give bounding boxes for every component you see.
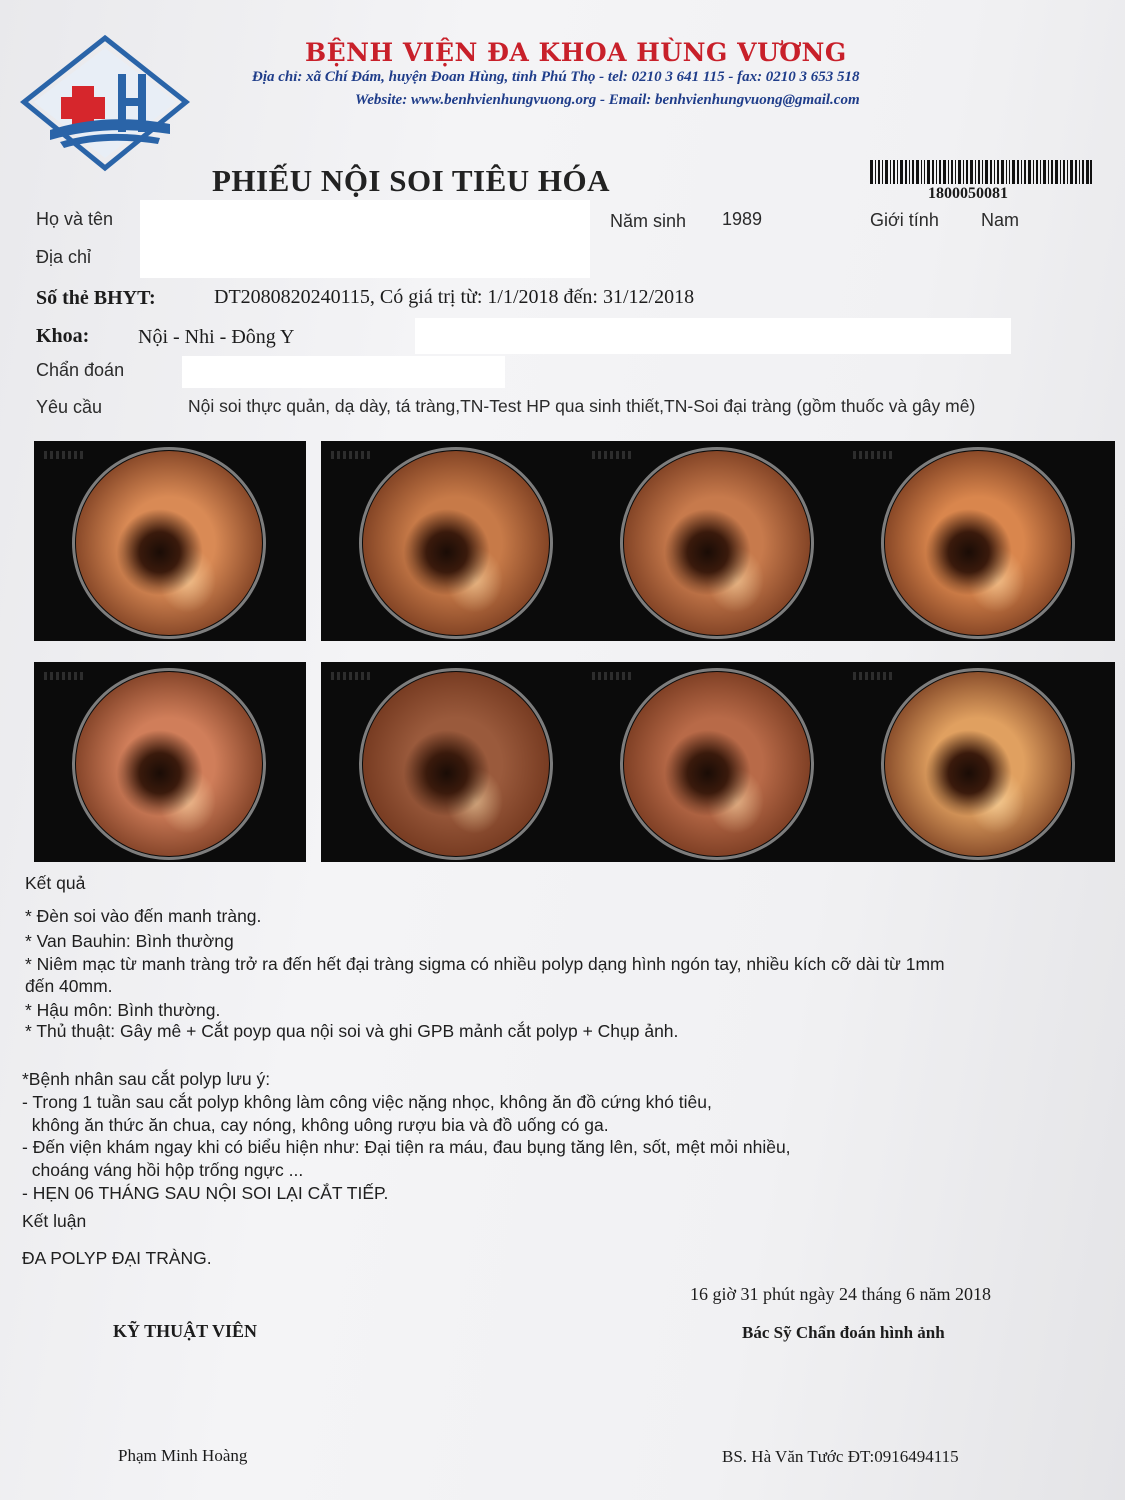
endoscopy-image-8: [843, 662, 1115, 862]
result-line: * Van Bauhin: Bình thường: [25, 931, 234, 951]
name-label: Họ và tên: [36, 209, 114, 229]
doctor-title: Bác Sỹ Chẩn đoán hình ảnh: [742, 1323, 945, 1342]
department-label: Khoa:: [36, 325, 90, 347]
endoscopy-image-5: [34, 662, 306, 862]
department-value: Nội - Nhi - Đông Y: [138, 326, 295, 348]
endoscopy-image-7: [582, 662, 854, 862]
endoscopy-image-1: [34, 441, 306, 641]
note-line: - HẸN 06 THÁNG SAU NỘI SOI LẠI CẮT TIẾP.: [22, 1183, 389, 1203]
redacted-department-extra: [415, 318, 1011, 354]
result-line: đến 40mm.: [25, 976, 113, 996]
barcode: [870, 160, 1092, 184]
note-line: không ăn thức ăn chua, cay nóng, không uông rượu bia và đồ uống có ga.: [22, 1115, 609, 1135]
address-label: Địa chỉ: [36, 247, 92, 267]
technician-name: Phạm Minh Hoàng: [118, 1446, 248, 1465]
conclusion-label: Kết luận: [22, 1211, 87, 1231]
result-line: * Đèn soi vào đến manh tràng.: [25, 906, 262, 926]
endoscopy-image-4: [843, 441, 1115, 641]
note-line: choáng váng hồi hộp trống ngực ...: [22, 1160, 304, 1180]
note-line: *Bệnh nhân sau cắt polyp lưu ý:: [22, 1069, 271, 1089]
note-line: - Trong 1 tuần sau cắt polyp không làm công việc nặng nhọc, không ăn đồ cứng khó tiêu,: [22, 1092, 712, 1112]
hospital-logo: [20, 34, 190, 174]
hospital-name: BỆNH VIỆN ĐA KHOA HÙNG VƯƠNG: [305, 38, 847, 67]
redacted-diagnosis: [182, 356, 505, 388]
request-value: Nội soi thực quản, dạ dày, tá tràng,TN-Test HP qua sinh thiết,TN-Soi đại tràng (gồm thuốc và gây mê): [188, 396, 976, 416]
insurance-value: DT2080820240115, Có giá trị từ: 1/1/2018 đến: 31/12/2018: [214, 286, 695, 308]
note-line: - Đến viện khám ngay khi có biểu hiện như: Đại tiện ra máu, đau bụng tăng lên, sốt, mệt mỏi nhiều,: [22, 1137, 791, 1157]
report-datetime: 16 giờ 31 phút ngày 24 tháng 6 năm 2018: [690, 1284, 991, 1304]
barcode-number: 1800050081: [928, 185, 1008, 202]
diagnosis-label: Chẩn đoán: [36, 360, 125, 380]
result-line: * Thủ thuật: Gây mê + Cắt poyp qua nội soi và ghi GPB mảnh cắt polyp + Chụp ảnh.: [25, 1021, 679, 1041]
endoscopy-image-3: [582, 441, 854, 641]
results-label: Kết quả: [25, 873, 86, 893]
endoscopy-image-2: [321, 441, 593, 641]
insurance-label: Số thẻ BHYT:: [36, 287, 156, 309]
form-title: PHIẾU NỘI SOI TIÊU HÓA: [212, 163, 611, 198]
birth-year-label: Năm sinh: [610, 211, 687, 231]
endoscopy-image-6: [321, 662, 593, 862]
request-label: Yêu cầu: [36, 397, 103, 417]
hospital-address: Địa chỉ: xã Chí Đám, huyện Đoan Hùng, tỉnh Phú Thọ - tel: 0210 3 641 115 - fax: 0210 3 653 518: [252, 69, 860, 85]
hospital-website: Website: www.benhvienhungvuong.org - Email: benhvienhungvuong@gmail.com: [355, 92, 860, 108]
birth-year-value: 1989: [722, 209, 763, 229]
result-line: * Niêm mạc từ manh tràng trở ra đến hết đại tràng sigma có nhiều polyp dạng hình ngón tay, nhiều kích cỡ dài từ 1mm: [25, 954, 945, 974]
gender-label: Giới tính: [870, 210, 939, 230]
conclusion-value: ĐA POLYP ĐẠI TRÀNG.: [22, 1248, 212, 1268]
result-line: * Hậu môn: Bình thường.: [25, 1000, 221, 1020]
gender-value: Nam: [981, 210, 1020, 230]
technician-title: KỸ THUẬT VIÊN: [113, 1321, 258, 1341]
redacted-name-address: [140, 200, 590, 278]
doctor-name: BS. Hà Văn Tước ĐT:0916494115: [722, 1447, 959, 1466]
